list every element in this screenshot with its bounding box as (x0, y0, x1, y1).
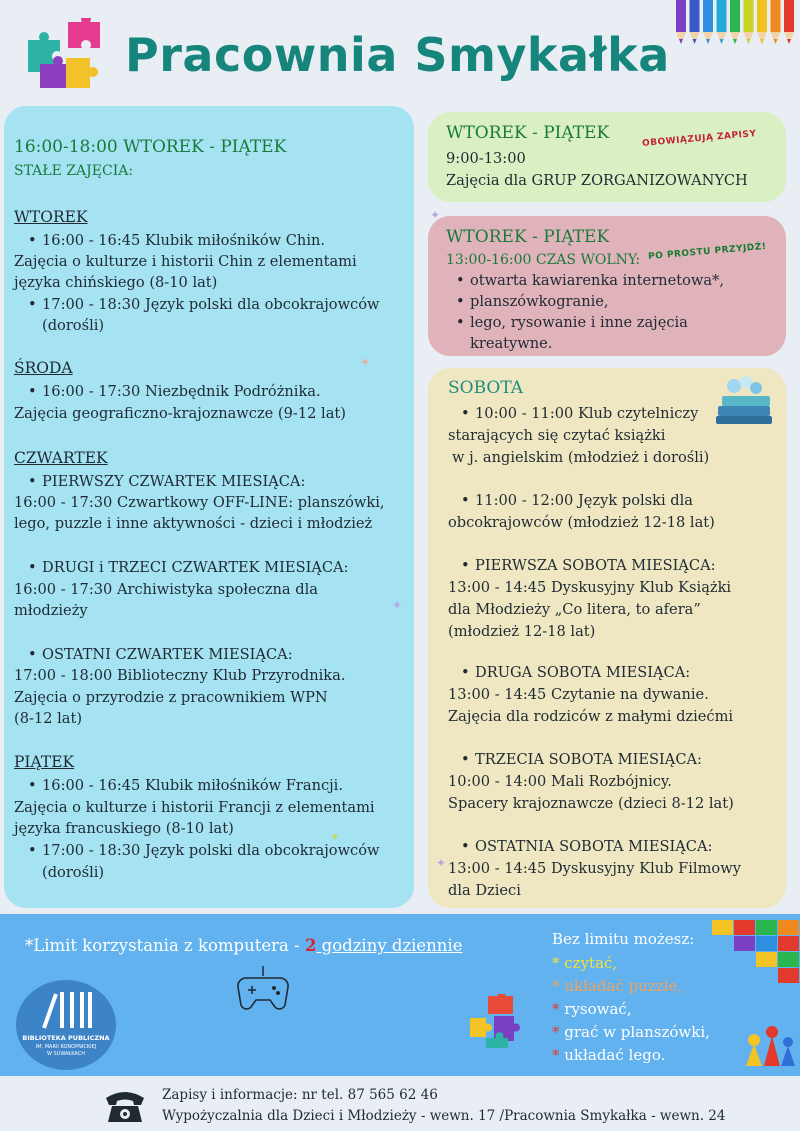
lego-brick (778, 936, 799, 951)
asterisk: * (552, 1023, 560, 1041)
lego-brick (778, 920, 799, 935)
no-limit-item (552, 952, 617, 975)
extension-line: Wypożyczalnia dla Dzieci i Młodzieży - wewn. 17 /Pracownia Smykałka - wewn. 24 (162, 1108, 726, 1124)
tue-item-1: • 16:00 - 16:45 Klubik miłośników Chin. (42, 230, 325, 252)
pencil (744, 0, 754, 32)
thu-item-2: • DRUGI i TRZECI CZWARTEK MIESIĄCA: (42, 557, 349, 579)
sat-item-4: • DRUGA SOBOTA MIESIĄCA: (475, 662, 690, 684)
sat-item-3: • PIERWSZA SOBOTA MIESIĄCA: (475, 555, 716, 577)
sat-item-6: • OSTATNIA SOBOTA MIESIĄCA: (475, 836, 712, 858)
board-game-pawns-icon (740, 1022, 798, 1070)
day-thursday: CZWARTEK (14, 449, 108, 467)
sparkle-icon: ✦ (360, 355, 371, 369)
logo-line-3: W SUWAŁKACH (46, 1051, 86, 1057)
pencil-point (693, 39, 697, 44)
pencil (690, 0, 700, 32)
logo-line-2: IM. MARII KONOPNICKIEJ (35, 1044, 97, 1050)
thu-item-2-desc: młodzieży (14, 602, 88, 619)
computer-limit-text (25, 936, 462, 955)
sparkle-icon: ✦ (436, 856, 447, 870)
thu-item-3-desc: Zajęcia o przyrodzie z pracownikiem WPN (14, 689, 328, 706)
lego-bricks-icon (712, 920, 800, 992)
sat-item-5-desc: Spacery krajoznawcze (dzieci 8-12 lat) (448, 795, 734, 812)
sat-item-5-time: 10:00 - 14:00 Mali Rozbójnicy. (448, 773, 672, 790)
fri-item-2: • 17:00 - 18:30 Język polski dla obcokrajowców (42, 840, 380, 862)
pencil-point (774, 39, 778, 44)
thu-item-2-time: 16:00 - 17:30 Archiwistyka społeczna dla (14, 581, 318, 598)
puzzle-pieces-icon (20, 18, 110, 98)
lego-brick (778, 952, 799, 967)
pencil (771, 0, 781, 32)
gamepad-icon (236, 964, 290, 1016)
lego-brick (712, 920, 733, 935)
sparkle-icon: ✦ (330, 830, 341, 844)
fri-item-1-desc: Zajęcia o kulturze i historii Francji z elementami (14, 799, 375, 816)
pencil-point (760, 39, 764, 44)
limit-text-prefix: *Limit korzystania z komputera - (25, 936, 305, 955)
pencil-point (706, 39, 710, 44)
fri-item-1: • 16:00 - 16:45 Klubik miłośników Francji. (42, 775, 343, 797)
no-limit-item-label: rysować, (559, 1000, 632, 1018)
asterisk: * (552, 1000, 560, 1018)
sat-item-3-age: (młodzież 12-18 lat) (448, 623, 596, 640)
limit-hours: 2 (304, 936, 317, 955)
tue-item-1-desc: Zajęcia o kulturze i historii Chin z elementami (14, 253, 357, 270)
day-tuesday: WTOREK (14, 208, 88, 226)
pencil (730, 0, 740, 32)
sat-item-2-desc: obcokrajowców (młodzież 12-18 lat) (448, 514, 715, 531)
sat-item-6-desc: dla Dzieci (448, 882, 521, 899)
lego-brick (734, 920, 755, 935)
sat-item-5: • TRZECIA SOBOTA MIESIĄCA: (475, 749, 702, 771)
thu-item-1-desc: lego, puzzle i inne aktywności - dzieci i młodzież (14, 515, 373, 532)
fri-item-1-age: języka francuskiego (8-10 lat) (14, 820, 234, 837)
pencils-icon (672, 0, 800, 48)
sat-item-3-time: 13:00 - 14:45 Dyskusyjny Klub Książki (448, 579, 732, 596)
just-come-stamp: PO PROSTU PRZYJDŹ! (647, 241, 767, 263)
pencil-point (787, 39, 791, 44)
pencil-point (679, 39, 683, 44)
logo-line-1: BIBLIOTEKA PUBLICZNA (22, 1034, 110, 1042)
free-item-2: • planszówkogranie, (470, 291, 609, 313)
no-limit-item-label: układać lego. (559, 1046, 666, 1064)
library-logo-icon (38, 990, 94, 1030)
pencil-point (747, 39, 751, 44)
pencil (717, 0, 727, 32)
pencil (676, 0, 686, 32)
asterisk: * (552, 954, 560, 972)
thu-item-3: • OSTATNI CZWARTEK MIESIĄCA: (42, 644, 293, 666)
asterisk: * (552, 1046, 560, 1064)
no-limit-item-label: grać w planszówki, (559, 1023, 710, 1041)
books-icon (712, 370, 778, 430)
free-time-heading: WTOREK - PIĄTEK (446, 227, 610, 247)
free-item-1: • otwarta kawiarenka internetowa*, (470, 270, 724, 292)
no-limit-item-label: układać puzzle, (559, 977, 683, 995)
fri-item-2-age: (dorośli) (42, 864, 105, 881)
lego-brick (756, 920, 777, 935)
library-logo (16, 980, 116, 1070)
registration-stamp: OBOWIĄZUJĄ ZAPISY (641, 129, 757, 149)
sat-item-2: • 11:00 - 12:00 Język polski dla (475, 490, 693, 512)
contact-line: Zapisy i informacje: nr tel. 87 565 62 46 (162, 1087, 438, 1103)
tue-item-2: • 17:00 - 18:30 Język polski dla obcokrajowców (42, 294, 380, 316)
sat-item-4-time: 13:00 - 14:45 Czytanie na dywanie. (448, 686, 709, 703)
thu-item-1-time: 16:00 - 17:30 Czwartkowy OFF-LINE: planszówki, (14, 494, 385, 511)
free-time-hours: 13:00-16:00 CZAS WOLNY: (446, 252, 641, 268)
pencil-point (733, 39, 737, 44)
sparkle-icon: ✦ (430, 208, 441, 222)
thu-item-3-age: (8-12 lat) (14, 710, 83, 727)
group-time: 9:00-13:00 (446, 150, 526, 167)
no-limit-item-label: czytać, (559, 954, 618, 972)
puzzle-icon (466, 994, 526, 1050)
tue-item-1-age: języka chińskiego (8-10 lat) (14, 274, 218, 291)
sat-item-4-desc: Zajęcia dla rodziców z małymi dziećmi (448, 708, 734, 725)
group-desc: Zajęcia dla GRUP ZORGANIZOWANYCH (446, 172, 748, 189)
free-item-3-cont: kreatywne. (470, 335, 553, 352)
sat-item-6-time: 13:00 - 14:45 Dyskusyjny Klub Filmowy (448, 860, 741, 877)
lego-brick (778, 968, 799, 983)
saturday-heading: SOBOTA (448, 378, 524, 398)
lego-brick (756, 936, 777, 951)
lego-brick (734, 936, 755, 951)
pencil (784, 0, 794, 32)
lego-brick (756, 952, 777, 967)
wed-item-1-desc: Zajęcia geograficzno-krajoznawcze (9-12 lat) (14, 405, 346, 422)
sat-item-3-desc: dla Młodzieży „Co litera, to afera” (448, 601, 701, 618)
pencil-point (720, 39, 724, 44)
sat-item-1-lang: w j. angielskim (młodzież i dorośli) (452, 449, 710, 466)
no-limit-item (552, 975, 682, 998)
day-friday: PIĄTEK (14, 753, 75, 771)
left-subheading: STAŁE ZAJĘCIA: (14, 163, 134, 179)
thu-item-3-time: 17:00 - 18:00 Biblioteczny Klub Przyrodnika. (14, 667, 346, 684)
asterisk: * (552, 977, 560, 995)
group-heading: WTOREK - PIĄTEK (446, 123, 610, 143)
no-limit-title: Bez limitu możesz: (552, 930, 695, 948)
page-title: Pracownia Smykałka (125, 28, 670, 82)
day-wednesday: ŚRODA (14, 359, 73, 377)
sat-item-1-desc: starających się czytać książki (448, 427, 666, 444)
left-heading: 16:00-18:00 WTOREK - PIĄTEK (14, 137, 287, 157)
pencil (703, 0, 713, 32)
wed-item-1: • 16:00 - 17:30 Niezbędnik Podróżnika. (42, 381, 321, 403)
sparkle-icon: ✦ (392, 598, 403, 612)
free-item-3: • lego, rysowanie i inne zajęcia (470, 312, 688, 334)
tue-item-2-age: (dorośli) (42, 317, 105, 334)
no-limit-item (552, 1044, 665, 1067)
thu-item-1: • PIERWSZY CZWARTEK MIESIĄCA: (42, 471, 305, 493)
telephone-icon (104, 1088, 146, 1124)
pencil (757, 0, 767, 32)
limit-text-suffix: godziny dziennie (316, 936, 463, 955)
no-limit-item (552, 998, 632, 1021)
sat-item-1: • 10:00 - 11:00 Klub czytelniczy (475, 403, 698, 425)
no-limit-item (552, 1021, 710, 1044)
